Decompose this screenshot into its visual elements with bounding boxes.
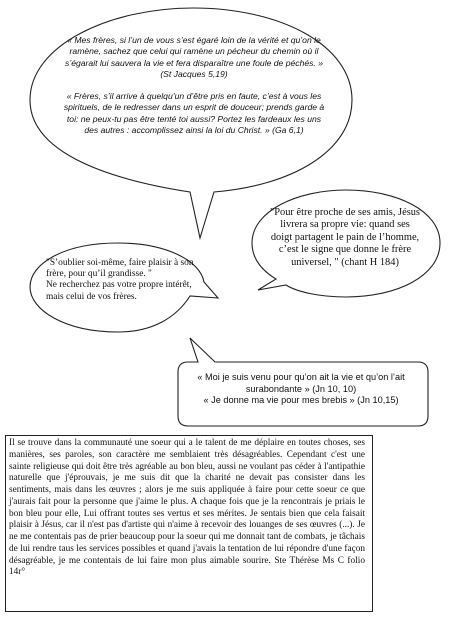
bubble-right-text: "Pour être proche de ses amis, Jésus livrera sa propre vie: quand ses doigt partagent le pain de l’homme, c’est le signe que donne le frère universel, " (chant H 184) <box>270 207 420 268</box>
bubble-left-line-2: Ne recherchez pas votre propre intérêt, mais celui de vos frères. <box>46 280 192 302</box>
bubble-top-text <box>62 35 326 147</box>
bubble-bottom-line-1: « Moi je suis venu pour qu’on ait la vie et qu’on l’ait surabondante » (Jn 10, 10) <box>197 372 405 394</box>
bubble-bottom-line-2: « Je donne ma vie pour mes brebis » (Jn 10,15) <box>203 395 399 406</box>
bubble-left-text <box>46 258 194 303</box>
bubble-left-line-1: "S’oublier soi-même, faire plaisir à son frère, pour qu’il grandisse. " <box>46 258 194 280</box>
bubble-top-quote-2: « Frères, s’il arrive à quelqu’un d’être pris en faute, c’est à vous les spirituels, de le redresser dans un esprit de douceur; prends garde à toi: ne peux-tu pas être tenté toi aussi? Portez les fardeaux les uns des autres : accomplissez ainsi la loi du Christ. » (Ga 6,1) <box>63 91 325 136</box>
bubble-top-quote-1: « Mes frères, si l’un de vous s’est égaré loin de la vérité et qu’on le ramène, sachez que celui qui ramène un pécheur du chemin où il s’égarait lui sauvera la vie et fera disparaître une foule de péchés. » (St Jacques 5,19) <box>65 35 323 79</box>
text-box-body: Il se trouve dans la communauté une soeur qui a le talent de me déplaire en toutes choses, ses manières, ses paroles, son caractère me semblaient très désagréables. Cependant c'est une sainte religieuse qui doit être très agréable au bon bleu, aussi ne voulant pas céder à l'antipathie naturelle que j'éprouvais, je me suis dit que la charité ne devait pas consister dans les sentiments, mais dans les œuvres ; alors je me suis appliquée à faire pour cette soeur ce que j'aurais fait pour la personne que j'aime le plus. A chaque fois que je la rencontrais je priais le bon bleu pour elle, Lui offrant toutes ses vertus et ses mérites. Je sentais bien que cela faisait plaisir à Jésus, car il n'est pas d'artiste qui n'aime à recevoir des louanges de ses œuvres (...). Je ne me contentais pas de prier beaucoup pour la soeur qui me donnait tant de combats, je tâchais de lui rendre taus les services possibles et quand j'avais la tentation de lui répondre d'une façon désagréable, je me contentais de lui faire mon plus aimable sourire. Ste Thérèse Ms C folio 14r° <box>9 438 365 578</box>
bubble-bottom-text <box>182 372 420 407</box>
